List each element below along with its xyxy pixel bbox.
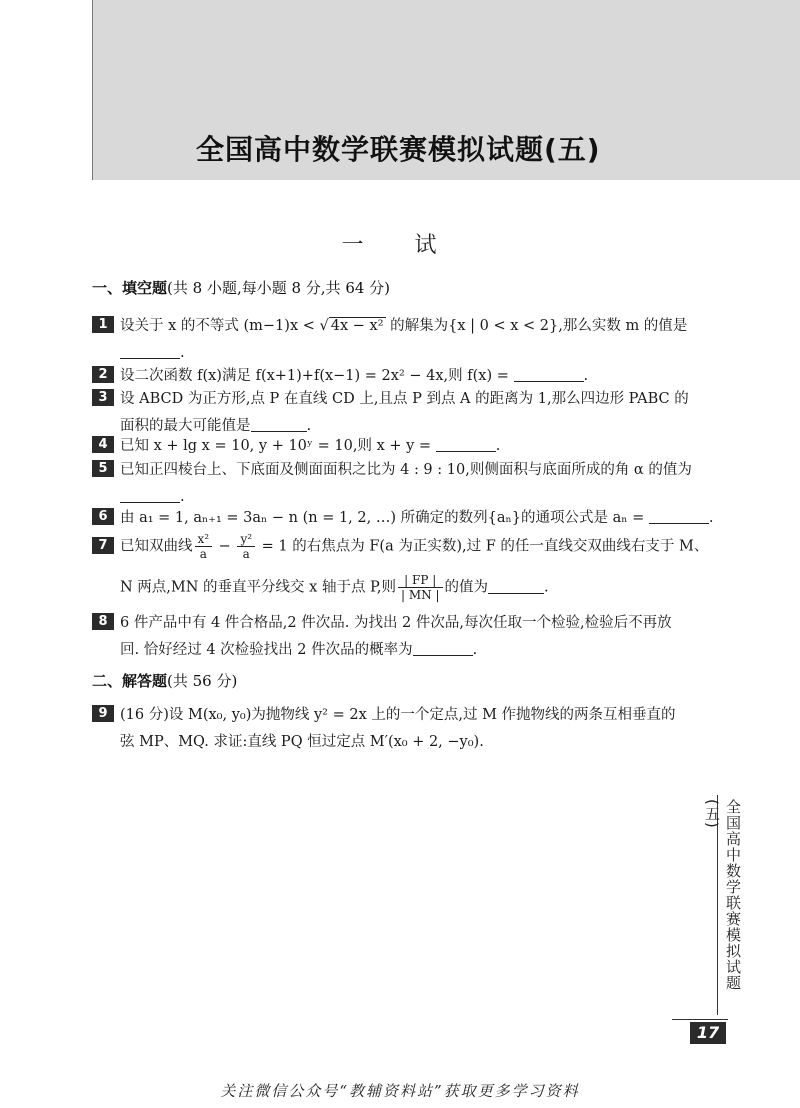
problem-text: 设二次函数 f(x)满足 f(x+1)+f(x−1) = 2x² − 4x,则 f(x) =	[120, 368, 514, 384]
problem-text: 设关于 x 的不等式 (m−1)x <	[120, 318, 320, 334]
problem-text-c: .	[306, 418, 312, 434]
problem-text-b: 弦 MP、MQ. 求证:直线 PQ 恒过定点 M′(x₀ + 2, −y₀).	[120, 734, 484, 750]
page-number: 17	[690, 1022, 726, 1044]
problem-text-b: = 1 的右焦点为 F(a 为正实数),过 F 的任一直线交双曲线右支于 M、	[257, 538, 709, 555]
part2-heading	[92, 670, 237, 691]
answer-blank	[649, 509, 709, 524]
problem-text-c: .	[180, 345, 185, 361]
fraction-x2-over-a: $\frac{\text{x²}}{a}$	[195, 532, 213, 561]
problem-7	[92, 532, 722, 602]
problem-text-b: .	[180, 489, 185, 505]
answer-blank	[436, 437, 496, 452]
problem-number: 8	[92, 613, 114, 630]
part1-note: (共 8 小题,每小题 8 分,共 64 分)	[167, 279, 391, 297]
fraction-y2-over-a: $\frac{\text{y²}}{a}$	[237, 532, 255, 561]
page-number-rule	[672, 1019, 728, 1020]
problem-text-b: 回. 恰好经过 4 次检验找出 2 件次品的概率为	[120, 642, 413, 658]
answer-blank	[251, 417, 307, 432]
problem-text-b: .	[495, 438, 501, 454]
side-label: 全国高中数学联赛模拟试题(五)	[703, 799, 742, 991]
problem-text-c: .	[472, 642, 478, 658]
answer-blank	[514, 367, 584, 382]
problem-text-b: 的解集为{x | 0 < x < 2},那么实数 m 的值是	[385, 318, 688, 334]
problem-number: 7	[92, 537, 114, 554]
section-title: 一 试	[341, 233, 459, 258]
problem-text: 由 a₁ = 1, aₙ₊₁ = 3aₙ − n (n = 1, 2, …) 所确定的数列{aₙ}的通项公式是 aₙ =	[120, 510, 649, 526]
problem-text-b: .	[708, 510, 714, 526]
problem-text-e: .	[544, 579, 549, 596]
problem-number: 9	[92, 705, 114, 722]
problem-text-b: .	[583, 368, 589, 384]
problem-text-b: 面积的最大可能值是	[120, 418, 251, 434]
problem-text: 已知 x + lg x = 10, y + 10ʸ = 10,则 x + y =	[120, 438, 436, 454]
answer-blank	[488, 579, 544, 594]
problem-number: 6	[92, 508, 114, 525]
fraction-fp-over-mn: $\frac{| FP |}{| MN |}$	[398, 573, 443, 602]
problem-number: 5	[92, 460, 114, 477]
answer-blank	[120, 488, 180, 503]
problem-4	[92, 433, 722, 460]
part1-heading-text: 一、填空题	[92, 279, 168, 297]
problem-8	[92, 610, 722, 664]
part1-heading	[92, 277, 390, 298]
answer-blank	[120, 344, 180, 359]
problem-text: 6 件产品中有 4 件合格品,2 件次品. 为找出 2 件次品,每次任取一个检验,检验后不再放	[120, 615, 672, 631]
problem-text: 已知双曲线	[120, 538, 193, 555]
problem-text: 已知正四棱台上、下底面及侧面面积之比为 4 : 9 : 10,则侧面积与底面所成的角 α 的值为	[120, 462, 692, 478]
problem-number: 1	[92, 316, 114, 333]
footer-notice: 关注微信公众号“教辅资料站”获取更多学习资料	[220, 1082, 580, 1100]
answer-blank	[413, 641, 473, 656]
problem-text: 设 ABCD 为正方形,点 P 在直线 CD 上,且点 P 到点 A 的距离为 1,那么四边形 PABC 的	[120, 391, 689, 407]
problem-text-c: N 两点,MN 的垂直平分线交 x 轴于点 P,则	[120, 579, 396, 596]
problem-3	[92, 386, 722, 440]
part2-heading-text: 二、解答题	[92, 672, 168, 690]
problem-9	[92, 702, 722, 756]
part2-note: (共 56 分)	[167, 672, 238, 690]
minus-sign: −	[214, 538, 236, 555]
sqrt-expression: 4x − x²	[330, 318, 384, 334]
problem-5	[92, 457, 722, 511]
problem-number: 2	[92, 366, 114, 383]
problem-text: (16 分)设 M(x₀, y₀)为抛物线 y² = 2x 上的一个定点,过 M 作抛物线的两条互相垂直的	[120, 707, 676, 723]
problem-6	[92, 505, 722, 532]
problem-text-d: 的值为	[444, 579, 488, 596]
page-title: 全国高中数学联赛模拟试题(五)	[196, 133, 601, 166]
problem-1: 1 设关于 x 的不等式 (m−1)x < √ 4x − x² 的解集为{x | 0 < x < 2},那么实数 m 的值是 .	[92, 313, 722, 367]
side-tab	[703, 795, 748, 1015]
problem-number: 3	[92, 389, 114, 406]
problem-number: 4	[92, 436, 114, 453]
